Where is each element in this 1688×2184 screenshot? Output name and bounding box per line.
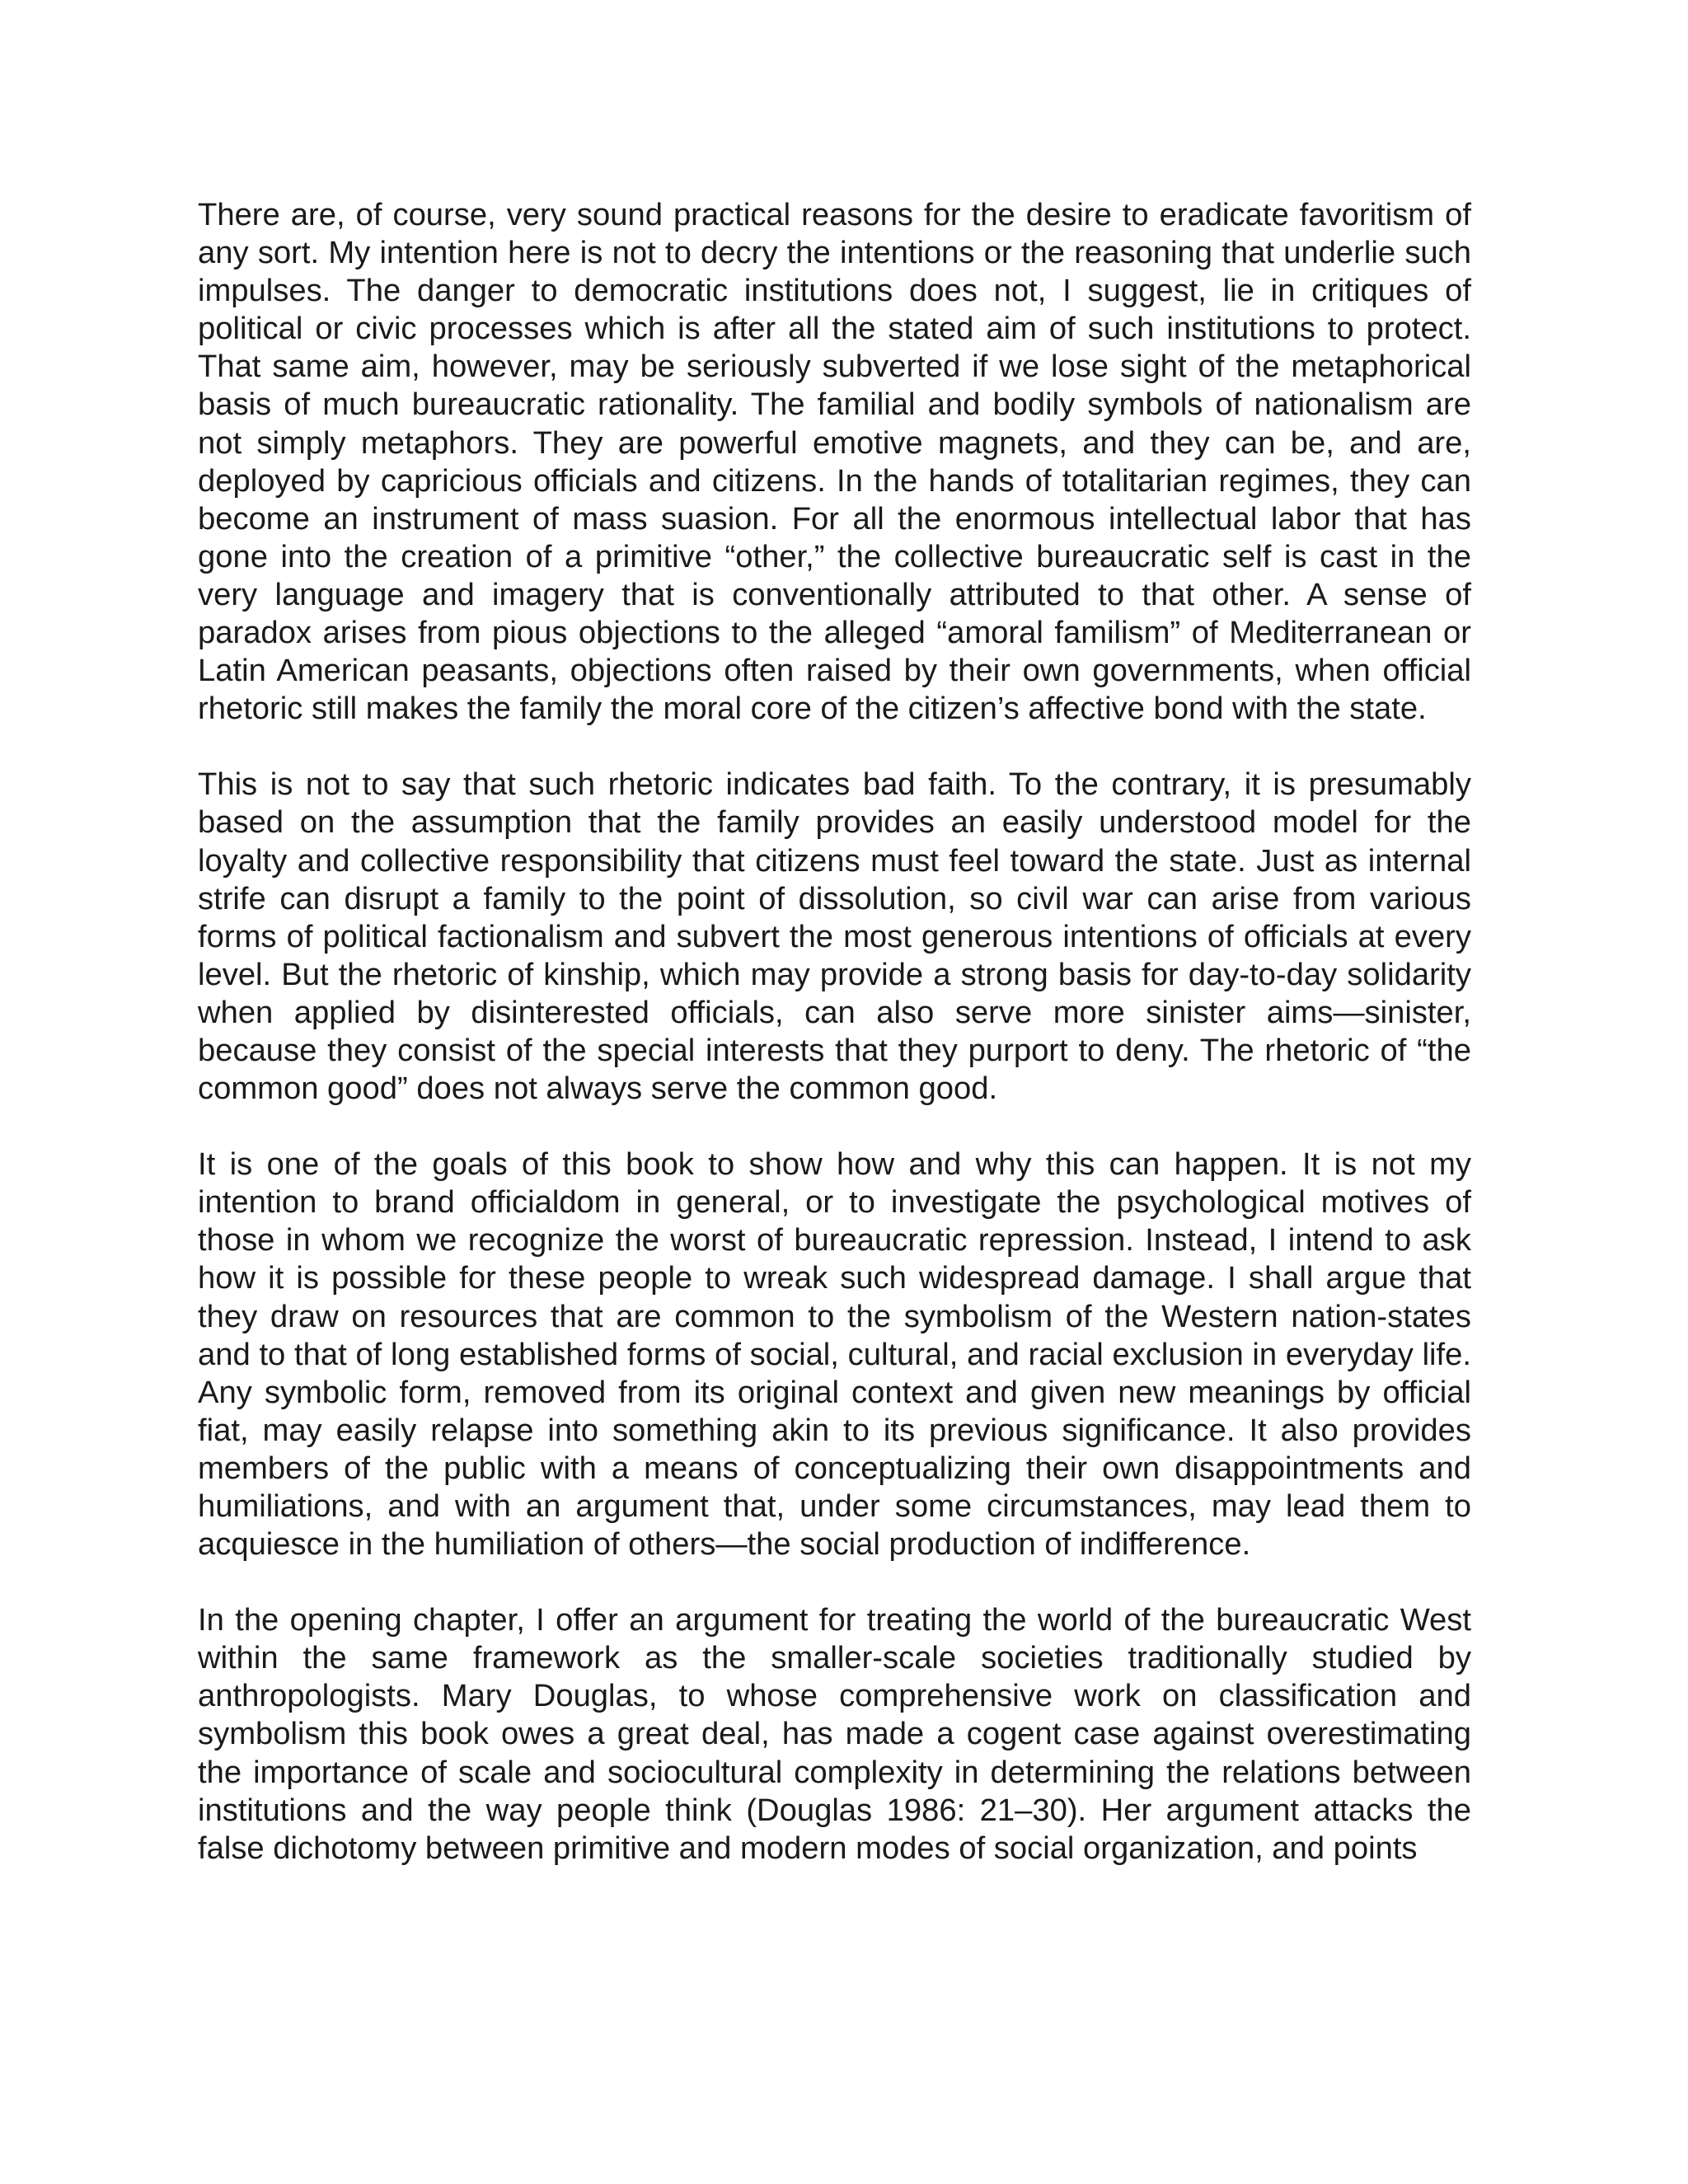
body-text <box>198 196 1471 1868</box>
paragraph-3: It is one of the goals of this book to show how and why this can happen. It is not my intention to brand officialdom in general, or to investigate the psychological motives of those in whom we recognize the worst of bureaucratic repression. Instead, I intend to ask how it is possible for these people to wreak such widespread damage. I shall argue that they draw on resources that are common to the symbolism of the Western nation-states and to that of long established forms of social, cultural, and racial exclusion in everyday life. Any symbolic form, removed from its original context and given new meanings by official fiat, may easily relapse into something akin to its previous significance. It also provides members of the public with a means of conceptualizing their own disappointments and humiliations, and with an argument that, under some circumstances, may lead them to acquiesce in the humiliation of others—the social production of indifference. <box>198 1146 1471 1563</box>
paragraph-2: This is not to say that such rhetoric indicates bad faith. To the contrary, it is presumably based on the assumption that the family provides an easily understood model for the loyalty and collective responsibility that citizens must feel toward the state. Just as internal strife can disrupt a family to the point of dissolution, so civil war can arise from various forms of political factionalism and subvert the most generous intentions of officials at every level. But the rhetoric of kinship, which may provide a strong basis for day-to-day solidarity when applied by disinterested officials, can also serve more sinister aims—sinister, because they consist of the special interests that they purport to deny. The rhetoric of “the common good” does not always serve the common good. <box>198 766 1471 1107</box>
paragraph-4: In the opening chapter, I offer an argument for treating the world of the bureaucratic West within the same framework as the smaller-scale societies traditionally studied by anthropologists. Mary Douglas, to whose comprehensive work on classification and symbolism this book owes a great deal, has made a cogent case against overestimating the importance of scale and sociocultural complexity in determining the relations between institutions and the way people think (Douglas 1986: 21–30). Her argument attacks the false dichotomy between primitive and modern modes of social organization, and points <box>198 1602 1471 1866</box>
paragraph-1: There are, of course, very sound practical reasons for the desire to eradicate favoritism of any sort. My intention here is not to decry the intentions or the reasoning that underlie such impulses. The danger to democratic institutions does not, I suggest, lie in critiques of political or civic processes which is after all the stated aim of such institutions to protect. That same aim, however, may be seriously subverted if we lose sight of the metaphorical basis of much bureaucratic rationality. The familial and bodily symbols of nationalism are not simply metaphors. They are powerful emotive magnets, and they can be, and are, deployed by capricious officials and citizens. In the hands of totalitarian regimes, they can become an instrument of mass suasion. For all the enormous intellectual labor that has gone into the creation of a primitive “other,” the collective bureaucratic self is cast in the very language and imagery that is conventionally attributed to that other. A sense of paradox arises from pious objections to the alleged “amoral familism” of Mediterranean or Latin American peasants, objections often raised by their own governments, when official rhetoric still makes the family the moral core of the citizen’s affective bond with the state. <box>198 197 1471 727</box>
